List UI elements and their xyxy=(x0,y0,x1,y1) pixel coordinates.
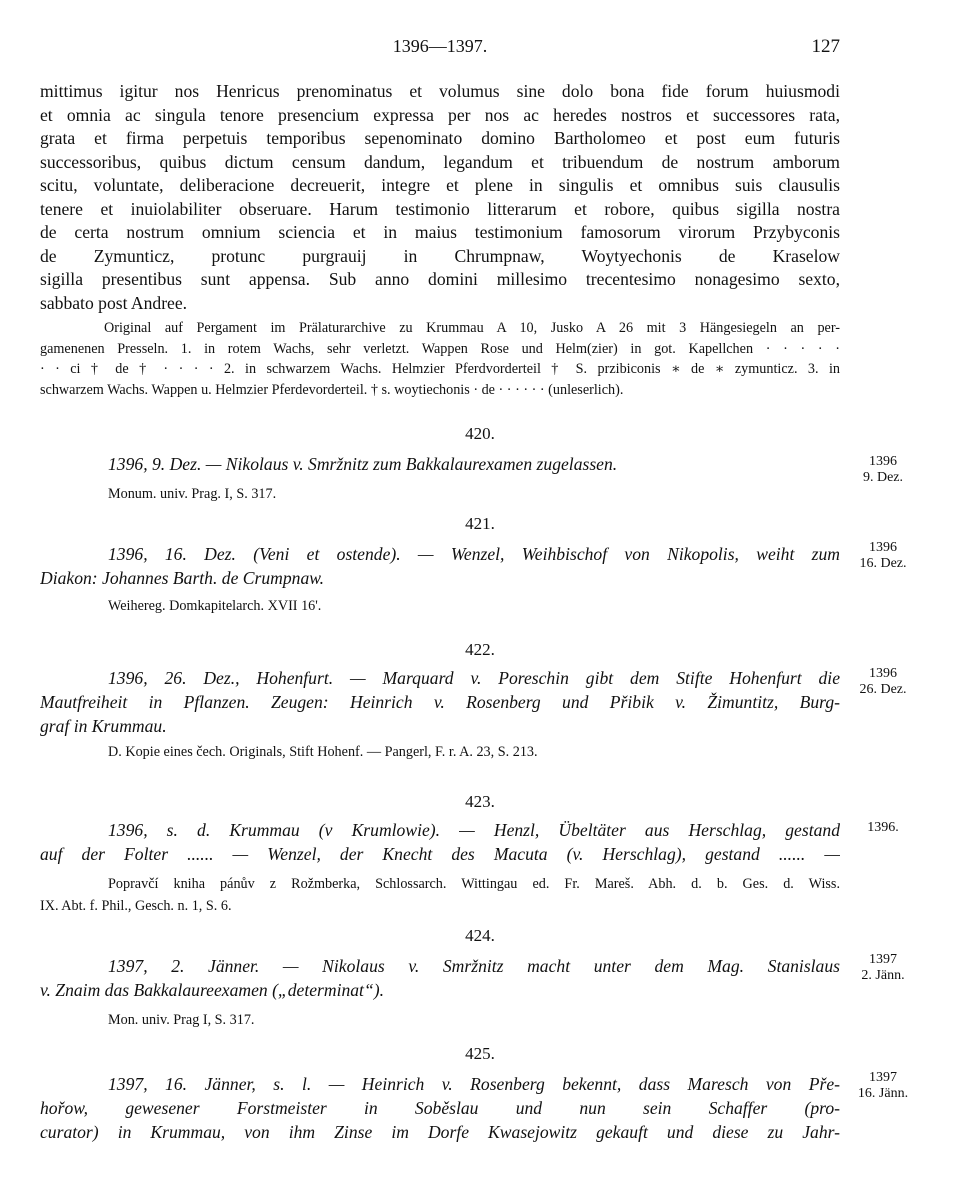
margin-year: 1396. xyxy=(867,820,899,835)
margin-year: 1397 xyxy=(869,952,897,967)
margin-date xyxy=(848,540,918,572)
regest-line: v. Znaim das Bakkalaureexamen („determinat“). xyxy=(40,980,384,1000)
text-line: et omnia ac singula tenore presencium expressa per nos ac heredes nostros et successores rata, xyxy=(40,104,840,125)
regest-line: 1396, 16. Dez. (Veni et ostende). — Wenzel, Weihbischof von Nikopolis, weiht zum xyxy=(108,544,840,564)
entry-number: 425. xyxy=(465,1044,495,1063)
charter-text xyxy=(40,80,840,315)
citation-line: Popravčí kniha pánův z Rožmberka, Schlossarch. Wittingau ed. Fr. Mareš. Abh. d. b. Ges. d. Wiss. xyxy=(108,876,840,892)
margin-day: 9. Dez. xyxy=(862,470,904,485)
text-line: de Zymunticz, protunc purgrauij in Chrumpnaw, Woytyechonis de Kraselow xyxy=(40,245,840,266)
citation: Monum. univ. Prag. I, S. 317. xyxy=(108,486,277,502)
note-line: gamenenen Presseln. 1. in rotem Wachs, sehr verletzt. Wappen Rose und Helm(zier) in got. Kapellchen · · · · · xyxy=(40,340,840,357)
regest-line: 1396, 9. Dez. — Nikolaus v. Smržnitz zum Bakkalaurexamen zugelassen. xyxy=(108,454,618,474)
regest-line: Mautfreiheit in Pflanzen. Zeugen: Heinrich v. Rosenberg und Přibik v. Žimuntitz, Burg- xyxy=(40,692,840,712)
entry-regest xyxy=(40,542,840,590)
note-line: · · ci † de † · · · · 2. in schwarzem Wachs. Helmzier Pferdvorderteil † S. przibiconis ∗ de ∗ zymunticz. 3. in xyxy=(40,361,840,377)
note-line: schwarzem Wachs. Wappen u. Helmzier Pferdevorderteil. † s. woytiechonis · de · · · · · · (unleserlich). xyxy=(40,381,624,398)
margin-date xyxy=(848,1070,918,1102)
margin-day: 26. Dez. xyxy=(859,682,907,697)
entry-number: 422. xyxy=(465,640,495,659)
citation: D. Kopie eines čech. Originals, Stift Hohenf. — Pangerl, F. r. A. 23, S. 213. xyxy=(108,744,538,760)
entry-number: 424. xyxy=(465,926,495,945)
margin-year: 1396 xyxy=(869,454,897,469)
page-header xyxy=(40,36,840,60)
source-note xyxy=(40,318,840,400)
entry-number: 421. xyxy=(465,514,495,533)
regest-line: graf in Krummau. xyxy=(40,716,167,736)
entry-number: 423. xyxy=(465,792,495,811)
text-line: mittimus igitur nos Henricus prenominatus et volumus sine dolo bona fide forum huiusmodi xyxy=(40,81,840,101)
entry-regest xyxy=(40,954,840,1002)
text-line: sigilla presentibus sunt appensa. Sub anno domini millesimo trecentesimo nonagesimo sexto, xyxy=(40,269,840,289)
page-number: 127 xyxy=(811,36,840,57)
citation: Mon. univ. Prag I, S. 317. xyxy=(108,1012,255,1028)
header-year-range: 1396—1397. xyxy=(392,36,488,56)
margin-date xyxy=(848,666,918,698)
text-line: scitu, voluntate, deliberacione decreuerit, integre et plene in singulis et omnibus suis clausulis xyxy=(40,175,840,195)
text-line: tenere et inuiolabiliter obseruare. Harum testimonio litterarum et robore, quibus sigilla nostra xyxy=(40,198,840,219)
margin-year: 1397 xyxy=(869,1070,897,1085)
regest-line: 1397, 2. Jänner. — Nikolaus v. Smržnitz macht unter dem Mag. Stanislaus xyxy=(108,956,840,976)
entry-regest xyxy=(40,1072,840,1144)
citation: Weihereg. Domkapitelarch. XVII 16'. xyxy=(108,598,322,614)
citation-line: IX. Abt. f. Phil., Gesch. n. 1, S. 6. xyxy=(40,898,232,914)
text-line: sabbato post Andree. xyxy=(40,292,188,313)
text-line: successoribus, quibus dictum censum dandum, legandum et tribuendum de nostrum amborum xyxy=(40,151,840,172)
margin-year: 1396 xyxy=(869,666,897,681)
margin-date xyxy=(848,952,918,984)
regest-line: 1396, 26. Dez., Hohenfurt. — Marquard v. Poreschin gibt dem Stifte Hohenfurt die xyxy=(108,668,840,688)
margin-day: 2. Jänn. xyxy=(861,968,905,983)
entry-regest xyxy=(40,666,840,738)
margin-date xyxy=(848,454,918,486)
regest-line: Diakon: Johannes Barth. de Crumpnaw. xyxy=(40,568,325,588)
text-line: de certa nostrum omnium sciencia et in maius testimonium famosorum virorum Przybyconis xyxy=(40,222,840,242)
regest-line: 1397, 16. Jänner, s. l. — Heinrich v. Rosenberg bekennt, dass Maresch von Pře- xyxy=(108,1074,840,1094)
note-line: Original auf Pergament im Prälaturarchive zu Krummau A 10, Jusko A 26 mit 3 Hängesiegeln an per- xyxy=(104,320,840,336)
entry-regest xyxy=(40,818,840,866)
regest-line: 1396, s. d. Krummau (v Krumlowie). — Henzl, Übeltäter aus Herschlag, gestand xyxy=(108,820,840,840)
citation xyxy=(40,873,840,917)
margin-day: 16. Dez. xyxy=(859,556,907,571)
regest-line: curator) in Krummau, von ihm Zinse im Dorfe Kwasejowitz gekauft und diese zu Jahr- xyxy=(40,1122,840,1142)
text-line: grata et firma perpetuis temporibus sepenominato domino Bartholomeo et post eum futuris xyxy=(40,128,840,148)
margin-day: 16. Jänn. xyxy=(857,1086,909,1101)
margin-date xyxy=(848,820,918,836)
regest-line: hořow, gewesener Forstmeister in Soběslau und nun sein Schaffer (pro- xyxy=(40,1098,840,1118)
entry-regest xyxy=(40,452,840,476)
regest-line: auf der Folter ...... — Wenzel, der Knecht des Macuta (v. Herschlag), gestand ...... — xyxy=(40,844,840,864)
margin-year: 1396 xyxy=(869,540,897,555)
entry-number: 420. xyxy=(465,424,495,443)
